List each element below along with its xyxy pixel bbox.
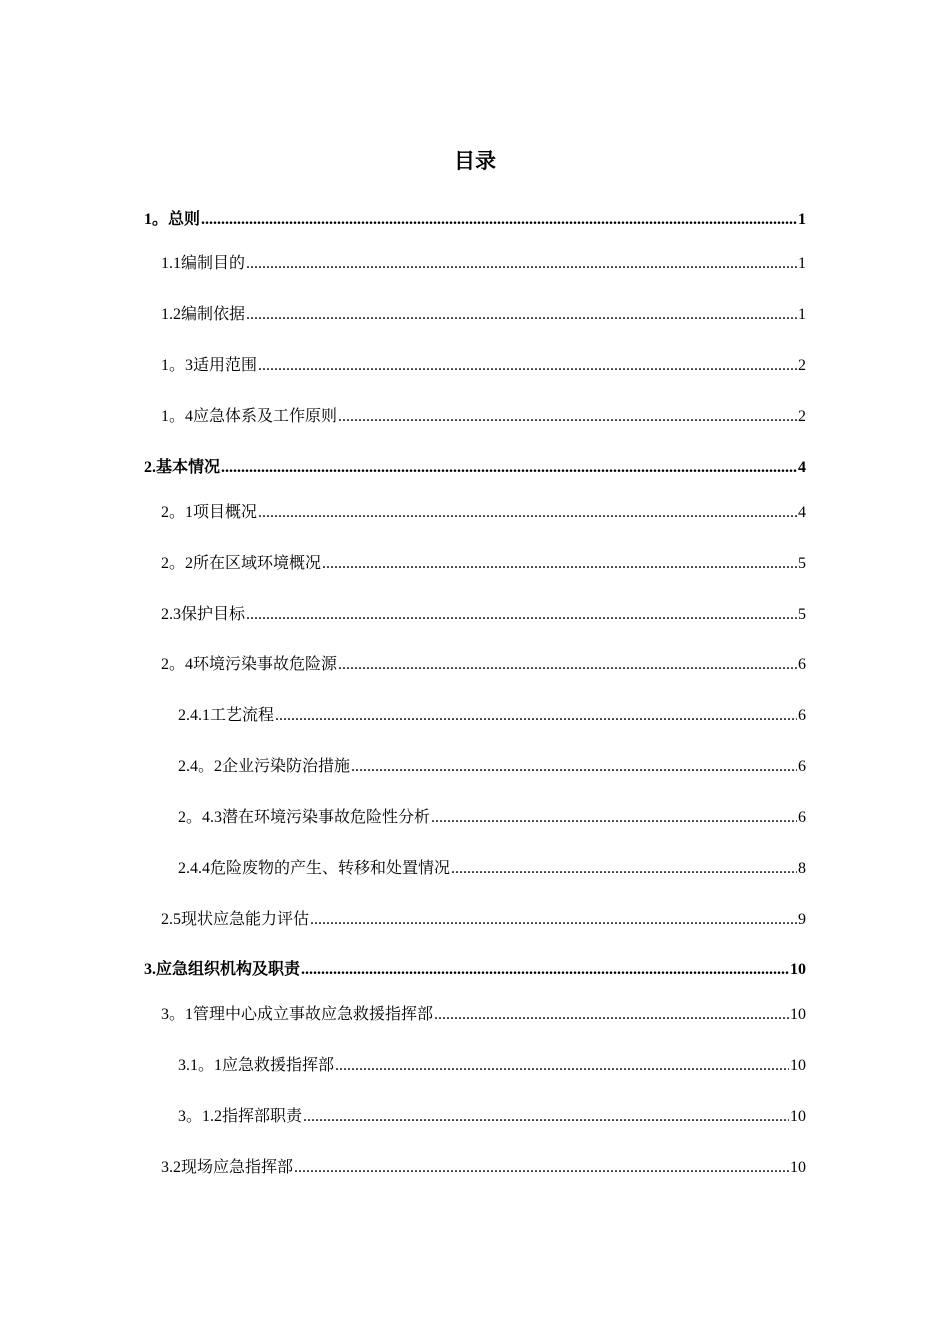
toc-dot-leader — [294, 1157, 789, 1179]
toc-dot-leader — [275, 705, 797, 727]
toc-entry-label: 2。2所在区域环境概况 — [161, 555, 322, 572]
toc-entry-3-1-2[interactable] — [178, 1106, 806, 1128]
toc-entry-2[interactable] — [144, 457, 806, 479]
toc-page-number: 4 — [798, 459, 806, 476]
toc-dot-leader — [451, 858, 797, 880]
toc-entry-label: 3。1.2指挥部职责 — [178, 1108, 303, 1125]
toc-dot-leader — [431, 807, 797, 829]
toc-entry-2-2[interactable] — [161, 553, 806, 575]
toc-entry-label: 1。3适用范围 — [161, 357, 258, 374]
toc-entry-label: 1。总则 — [144, 211, 201, 228]
toc-entry-label: 2。1项目概况 — [161, 504, 258, 521]
toc-dot-leader — [221, 457, 797, 479]
toc-page-number: 10 — [790, 1108, 806, 1125]
toc-dot-leader — [434, 1004, 789, 1026]
toc-entry-label: 3.2现场应急指挥部 — [161, 1159, 294, 1176]
toc-dot-leader — [246, 304, 797, 326]
toc-entry-label: 3。1管理中心成立事故应急救援指挥部 — [161, 1006, 434, 1023]
toc-entry-label: 1.2编制依据 — [161, 306, 246, 323]
toc-entry-label: 2.4.4危险废物的产生、转移和处置情况 — [178, 860, 451, 877]
toc-page-number: 1 — [798, 211, 806, 228]
toc-entry-label: 2.3保护目标 — [161, 606, 246, 623]
toc-entry-3[interactable] — [144, 959, 806, 981]
toc-entry-2-4-2[interactable] — [178, 756, 806, 778]
page-title: 目录 — [454, 149, 496, 173]
toc-entry-label: 2.4。2企业污染防治措施 — [178, 758, 351, 775]
toc-dot-leader — [201, 209, 797, 231]
toc-page-number: 2 — [798, 357, 806, 374]
toc-entry-2-3[interactable] — [161, 604, 806, 626]
toc-dot-leader — [301, 959, 789, 981]
toc-entry-3-1-1[interactable] — [178, 1055, 806, 1077]
toc-entry-3-2[interactable] — [161, 1157, 806, 1179]
toc-entry-2-4-4[interactable] — [178, 858, 806, 880]
toc-page-number: 10 — [790, 961, 806, 978]
toc-page-number: 5 — [798, 606, 806, 623]
toc-page-number: 5 — [798, 555, 806, 572]
toc-entry-2-5[interactable] — [161, 909, 806, 931]
toc-dot-leader — [258, 502, 797, 524]
toc-entry-2-4[interactable] — [161, 654, 806, 676]
toc-dot-leader — [258, 355, 797, 377]
toc-page-number: 6 — [798, 707, 806, 724]
toc-entry-label: 1.1编制目的 — [161, 255, 246, 272]
toc-entry-1-3[interactable] — [161, 355, 806, 377]
toc-entry-3-1[interactable] — [161, 1004, 806, 1026]
toc-dot-leader — [338, 406, 797, 428]
toc-page-number: 10 — [790, 1057, 806, 1074]
toc-entry-1-1[interactable] — [161, 253, 806, 275]
toc-page-number: 6 — [798, 758, 806, 775]
toc-page-number: 1 — [798, 255, 806, 272]
toc-dot-leader — [338, 654, 797, 676]
toc-page-number: 6 — [798, 656, 806, 673]
toc-page-number: 4 — [798, 504, 806, 521]
toc-entry-label: 3.1。1应急救援指挥部 — [178, 1057, 335, 1074]
toc-page-number: 10 — [790, 1006, 806, 1023]
toc-entry-label: 2.5现状应急能力评估 — [161, 911, 310, 928]
toc-entry-label: 2.基本情况 — [144, 459, 221, 476]
toc-entry-1-2[interactable] — [161, 304, 806, 326]
toc-dot-leader — [246, 253, 797, 275]
toc-entry-label: 2。4环境污染事故危险源 — [161, 656, 338, 673]
toc-dot-leader — [351, 756, 797, 778]
toc-dot-leader — [310, 909, 797, 931]
toc-entry-label: 2。4.3潜在环境污染事故危险性分析 — [178, 809, 431, 826]
toc-dot-leader — [335, 1055, 789, 1077]
toc-page-number: 8 — [798, 860, 806, 877]
toc-entry-2-4-1[interactable] — [178, 705, 806, 727]
toc-entry-label: 1。4应急体系及工作原则 — [161, 408, 338, 425]
toc-entry-1-4[interactable] — [161, 406, 806, 428]
toc-page-number: 6 — [798, 809, 806, 826]
toc-dot-leader — [322, 553, 797, 575]
toc-entry-label: 2.4.1工艺流程 — [178, 707, 275, 724]
toc-entry-1[interactable] — [144, 209, 806, 231]
toc-page-number: 9 — [798, 911, 806, 928]
toc-page-number: 1 — [798, 306, 806, 323]
toc-page-number: 2 — [798, 408, 806, 425]
toc-entry-2-1[interactable] — [161, 502, 806, 524]
toc-dot-leader — [303, 1106, 789, 1128]
toc-dot-leader — [246, 604, 797, 626]
toc-page-number: 10 — [790, 1159, 806, 1176]
toc-entry-2-4-3[interactable] — [178, 807, 806, 829]
toc-entry-label: 3.应急组织机构及职责 — [144, 961, 301, 978]
